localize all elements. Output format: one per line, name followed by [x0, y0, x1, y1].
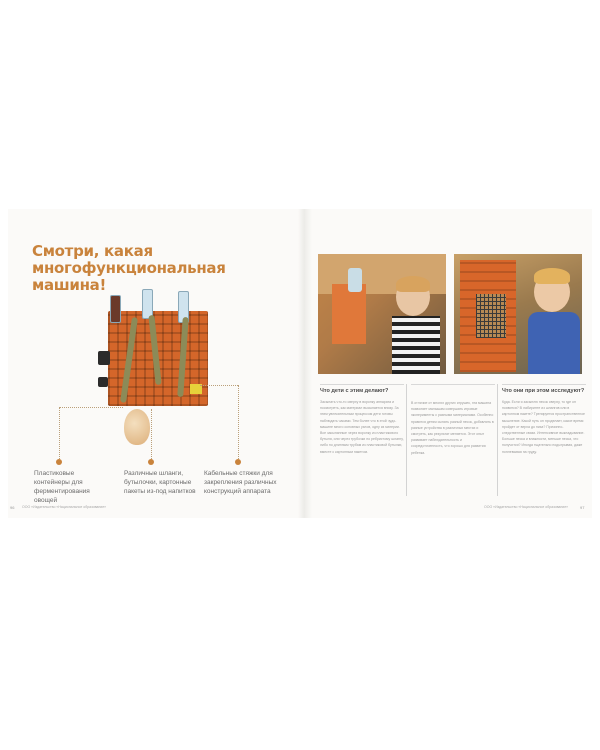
column-body: Куда. Если я засыплю песок сверху, то где он появится? В лабиринте из шлангов или в картонном пакете? Тренируется пространственное мышление. Какой путь он проделает, какое время пройдет от верха до низа? Причинно-следственные связи. Интенсивное выкладывание. Больше песка и влажности, меньше песка, что получится? Иногда тщательно подыгрывая, даже поплевывая на груду. [502, 400, 585, 454]
book-spread [8, 209, 592, 518]
blue-shirt [528, 312, 580, 374]
callout-dot [148, 459, 154, 465]
black-clamp [98, 351, 110, 365]
left-page [8, 209, 300, 518]
bottle-left [110, 295, 121, 323]
leader-line [151, 409, 152, 459]
footer-right: ООО «Издательство «Национальное образование» [484, 505, 569, 509]
column-title: Что они при этом исследуют? [502, 384, 586, 394]
column-middle [411, 384, 495, 456]
column-title [411, 384, 495, 395]
column-what-children-do [320, 384, 404, 455]
wire-cage [476, 294, 506, 338]
photo-toddler-with-glasses [454, 254, 582, 374]
callout-dot [56, 459, 62, 465]
toddler-hair [396, 276, 430, 292]
bottle-shape [348, 268, 362, 292]
leader-line [59, 407, 123, 408]
machine-part [332, 284, 366, 344]
leader-line [238, 385, 239, 459]
page-number-left: 96 [10, 505, 15, 510]
column-divider [497, 384, 498, 496]
caption-containers: Пластиковые контейнеры для ферментирования овощей [34, 470, 90, 504]
page-number-right: 97 [580, 505, 585, 510]
right-page [308, 209, 592, 518]
photo-toddler-feeding-machine [318, 254, 446, 374]
column-body: Засыпать что-то сверху в воронку аппарата и посмотреть, как материал высыпается внизу. За этим увлекательным процессом дети готовы наблюдать часами. Тем более что в этой чудо-машине много основных узлов, одну из материи. Все засыпанные через воронку из пластикового бутыля, или через трубочки по ребристому шлангу, либо по длинным трубам из пластиковой бутылки, вместе с картонным пакетом. [320, 400, 404, 454]
callout-dot [235, 459, 241, 465]
column-body: В отличие от многих других игрушек, эта машина позволяет малышам совершать игровые эксперименты с разными материалами. Особенно нравится детям сыпать разный песок, добавлять в разные устройства в различных местах и смотреть, как результат меняется. Этот опыт развивает наблюдательность и сосредоточенность, что хорошо для развития ребенка. [411, 401, 494, 455]
caption-hoses: Различные шланги, бутылочки, картонные пакеты из-под напитков [124, 470, 196, 495]
leader-line [200, 385, 238, 386]
glass-bulb [124, 409, 150, 445]
striped-shirt [392, 316, 440, 374]
footer-left: ООО «Издательство «Национальное образование» [22, 505, 107, 509]
column-title: Что дети с этим делают? [320, 384, 404, 394]
leader-line [59, 407, 60, 459]
child-hair [534, 268, 570, 284]
page-headline: Смотри, какая многофункциональная машина! [32, 242, 226, 294]
column-divider [406, 384, 407, 496]
caption-cable-ties: Кабельные стяжки для закрепления различных конструкций аппарата [204, 470, 277, 495]
machine-illustration [96, 289, 214, 459]
column-what-they-explore [502, 384, 586, 455]
black-clamp [98, 377, 108, 387]
